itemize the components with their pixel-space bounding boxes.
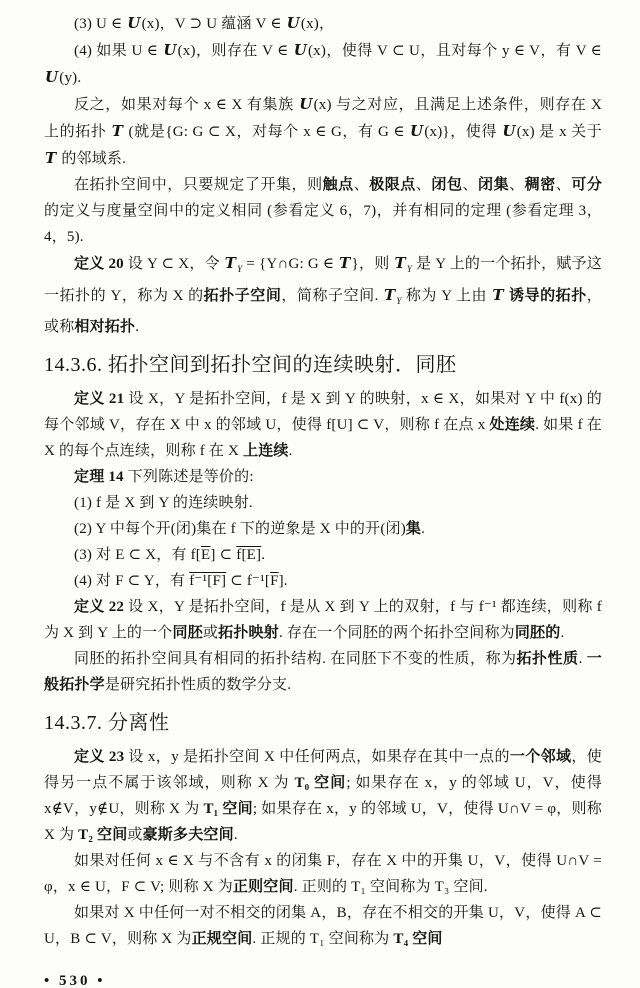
- page-number: • 530 •: [44, 973, 106, 988]
- text-segment: .: [421, 521, 426, 537]
- text-segment: 正规空间: [191, 931, 253, 947]
- text-segment: 同胚: [172, 625, 203, 641]
- text-segment: 或: [202, 625, 219, 641]
- text-segment: 正则空间: [232, 879, 294, 895]
- script-math-letter: T: [394, 254, 406, 272]
- text-segment: (x)，则存在 V ∈: [177, 43, 293, 59]
- text-segment: 是 Y 上的一个拓扑，赋予这一拓扑的 Y，称为 X 的: [44, 256, 602, 304]
- text-segment: 下列陈述是等价的:: [123, 469, 254, 485]
- closure-overline-term: $\overline{E}$: [201, 547, 211, 563]
- text-segment: (3) 对 E ⊂ X，有 f[: [74, 547, 201, 563]
- text-segment: 设 X，Y 是拓扑空间，f 是 X 到 Y 的映射，x ∈ X，如果对 Y 中 f(x) 的每个邻域 V，存在 X 中 x 的邻域 U，使得 f[U] ⊂ V，则称 f 在点 x: [44, 391, 602, 433]
- theorem-14: [44, 464, 602, 490]
- text-segment: Y: [396, 296, 402, 306]
- closure-overline-term: $\overline{F}$: [270, 573, 279, 589]
- page-text-content: [44, 10, 602, 952]
- text-segment: ，使得另一点不属于该邻域，则称 X 为: [44, 749, 602, 791]
- text-segment: ; 如果存在 x，y 的邻域 U，V，使得 x∉V，y∉U，则称 X 为: [44, 775, 602, 817]
- axiom-item-4: [44, 37, 602, 91]
- script-math-letter: U: [286, 14, 300, 32]
- text-segment: .: [288, 443, 293, 459]
- text-segment: (x)，V ⊃ U 蕴涵 V ∈: [141, 16, 286, 32]
- text-segment: 触点: [322, 177, 354, 193]
- text-segment: T₄ 空间: [393, 931, 443, 947]
- text-segment: (4) 如果 U ∈: [74, 43, 163, 59]
- text-segment: 反之，如果对每个 x ∈ X 有集族: [74, 97, 299, 113]
- text-segment: 同胚的拓扑空间具有相同的拓扑结构. 在同胚下不变的性质，称为: [74, 651, 517, 667]
- text-segment: (x)，使得 V ⊂ U，且对每个 y ∈ V，有 V ∈: [307, 43, 602, 59]
- text-segment: 、: [555, 177, 572, 193]
- script-math-letter: T: [383, 286, 396, 304]
- text-segment: ，或称: [44, 288, 602, 335]
- text-segment: 的定义与度量空间中的定义相同 (参看定义 6，7)，并有相同的定理 (参看定理 3，4，5).: [44, 203, 602, 245]
- text-segment: 如果对 X 中任何一对不相交的闭集 A，B，存在不相交的开集 U，V，使得 A ⊂ U，B ⊂ V，则称 X 为: [44, 905, 602, 947]
- text-segment: (4) 对 F ⊂ Y，有: [74, 573, 190, 589]
- text-segment: 稠密: [524, 177, 556, 193]
- text-segment: 的邻域系.: [57, 151, 127, 167]
- script-math-letter: U: [45, 68, 59, 86]
- para-normal-space: [44, 900, 602, 952]
- definition-23: [44, 744, 602, 848]
- text-segment: T₂ 空间: [78, 827, 128, 843]
- text-segment: T₁ 空间: [203, 801, 253, 817]
- text-segment: 拓扑映射: [218, 625, 279, 641]
- text-segment: }，则: [351, 256, 394, 272]
- theorem-14-item-4: [44, 568, 602, 594]
- text-segment: Y: [406, 264, 413, 274]
- text-segment: ，简称子空间.: [281, 288, 383, 304]
- text-segment: 相对拓扑: [74, 319, 136, 335]
- text-segment: (x)，: [300, 16, 335, 32]
- para-regular-space: [44, 848, 602, 900]
- text-segment: . 正规的 T₁ 空间称为: [252, 931, 394, 947]
- para-topological-property: [44, 646, 602, 698]
- text-segment: 极限点: [369, 177, 416, 193]
- script-math-letter: U: [502, 122, 516, 140]
- text-segment: .: [233, 827, 238, 843]
- text-segment: (x) 与之对应，且满足上述条件，则存在 X 上的拓扑: [44, 97, 602, 140]
- script-math-letter: U: [127, 14, 141, 32]
- text-segment: 一般拓扑学: [44, 651, 602, 693]
- text-segment: 同胚的: [514, 625, 561, 641]
- text-segment: 在拓扑空间中，只要规定了开集，则: [74, 177, 323, 193]
- text-segment: 定义 20: [74, 256, 124, 272]
- text-segment: 、: [462, 177, 479, 193]
- theorem-14-item-2: [44, 516, 602, 542]
- script-math-letter: U: [293, 41, 307, 59]
- text-segment: (x)}，使得: [424, 124, 502, 140]
- text-segment: 定义 21: [74, 391, 125, 407]
- script-math-letter: U: [163, 41, 177, 59]
- text-segment: 如果对任何 x ∈ X 与不含有 x 的闭集 F，存在 X 中的开集 U，V，使得 U∩V = φ，x ∈ U，F ⊂ V; 则称 X 为: [44, 853, 602, 895]
- text-segment: 一个邻域: [509, 749, 572, 765]
- text-segment: ⊂ f⁻¹[: [226, 573, 271, 589]
- text-segment: 闭集: [478, 177, 510, 193]
- text-segment: (y).: [59, 70, 82, 86]
- script-math-letter: U: [410, 122, 424, 140]
- text-segment: 诱导的拓扑: [509, 288, 587, 304]
- text-segment: 定义 23: [74, 749, 125, 765]
- text-segment: 、: [415, 177, 432, 193]
- text-segment: (就是{G: G ⊂ X，对每个 x ∈ G，有 G ∈: [124, 124, 410, 140]
- text-segment: 或: [127, 827, 143, 843]
- text-segment: 、: [353, 177, 370, 193]
- text-segment: 豪斯多夫空间: [142, 827, 234, 843]
- definition-20: [44, 250, 602, 340]
- text-segment: 是研究拓扑性质的数学分支.: [104, 677, 292, 693]
- theorem-14-item-3: [44, 542, 602, 568]
- script-math-letter: T: [45, 149, 57, 167]
- text-segment: 拓扑子空间: [203, 288, 282, 304]
- text-segment: 上连续: [243, 443, 289, 459]
- script-math-letter: T: [339, 254, 351, 272]
- axiom-item-3: [44, 10, 602, 37]
- text-segment: 闭包: [431, 177, 463, 193]
- text-segment: ].: [278, 573, 288, 589]
- para-open-set-definitions: [44, 172, 602, 250]
- text-segment: T₀ 空间: [294, 775, 347, 791]
- text-segment: 拓扑性质: [516, 651, 579, 667]
- text-segment: . 存在一个同胚的两个拓扑空间称为: [278, 625, 515, 641]
- text-segment: .: [578, 651, 587, 667]
- text-segment: (1) f 是 X 到 Y 的连续映射.: [74, 495, 253, 511]
- text-segment: 集: [405, 521, 422, 537]
- definition-22: [44, 594, 602, 646]
- closure-overline-term: f[E]: [236, 547, 262, 563]
- text-segment: .: [560, 625, 565, 641]
- closure-overline-term: f⁻¹[F]: [189, 573, 227, 589]
- script-math-letter: T: [111, 122, 124, 140]
- text-segment: . 正则的 T₁ 空间称为 T₃ 空间.: [293, 879, 488, 895]
- text-segment: 设 Y ⊂ X，令: [123, 256, 224, 272]
- section-heading-14-3-6: [44, 352, 602, 378]
- text-segment: 称为 Y 上由: [401, 288, 492, 304]
- text-segment: 14.3.6. 拓扑空间到拓扑空间的连续映射．同胚: [44, 354, 457, 376]
- text-segment: 定义 22: [74, 599, 125, 615]
- text-segment: .: [261, 547, 266, 563]
- section-heading-14-3-7: [44, 710, 602, 736]
- text-segment: 、: [509, 177, 525, 193]
- text-segment: 定理 14: [74, 469, 124, 485]
- text-segment: 设 x，y 是拓扑空间 X 中任何两点，如果存在其中一点的: [124, 749, 510, 765]
- text-segment: . 如果 f 在 X 的每个点连续，则称 f 在 X: [44, 417, 602, 459]
- text-segment: 可分: [571, 177, 603, 193]
- text-segment: 14.3.7. 分离性: [44, 712, 170, 734]
- text-segment: ] ⊂: [210, 547, 237, 563]
- text-segment: 处连续: [489, 417, 536, 433]
- text-segment: 设 X，Y 是拓扑空间，f 是从 X 到 Y 上的双射，f 与 f⁻¹ 都连续，则称 f 为 X 到 Y 上的一个: [44, 599, 602, 641]
- text-segment: = {Y∩G: G ∈: [242, 256, 339, 272]
- text-segment: ; 如果存在 x，y 的邻域 U，V，使得 U∩V = φ，则称 X 为: [44, 801, 602, 843]
- script-math-letter: T: [492, 286, 504, 304]
- script-math-letter: U: [299, 95, 313, 113]
- definition-21: [44, 386, 602, 464]
- text-segment: .: [135, 319, 140, 335]
- text-segment: (3) U ∈: [74, 16, 127, 32]
- para-converse: [44, 91, 602, 172]
- theorem-14-item-1: [44, 490, 602, 516]
- text-segment: (x) 是 x 关于: [516, 124, 602, 140]
- text-segment: (2) Y 中每个开(闭)集在 f 下的逆象是 X 中的开(闭): [74, 521, 406, 537]
- text-segment: Y: [237, 264, 243, 274]
- script-math-letter: T: [224, 254, 237, 272]
